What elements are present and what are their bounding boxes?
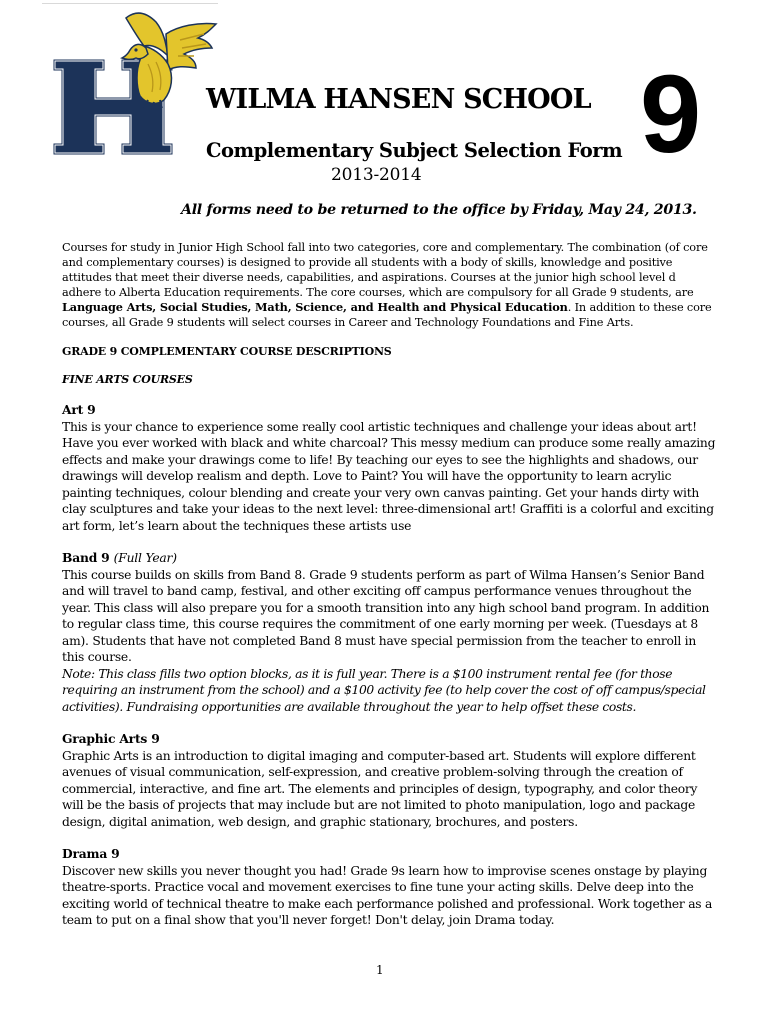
document-body — [62, 240, 716, 929]
course-description: Discover new skills you never thought you had! Grade 9s learn how to improvise scenes onstage by playing theatre-sports. Practice vocal and movement exercises to fine tune your acting skills. Delve deep into the exciting world of technical theatre to make each performance polished and professional. Work together as a team to put on a final show that you'll never forget! Don't delay, join Drama today. — [62, 863, 713, 927]
course-description: This is your chance to experience some really cool artistic techniques and challenge your ideas about art! Have you ever worked with black and white charcoal? This messy medium can produce some really amazing effects and make your drawings come to life! By teaching our eyes to see the highlights and shadows, our drawings will develop realism and depth. Love to Paint? You will have the opportunity to learn acrylic painting techniques, colour blending and create your very own canvas painting. Get your hands dirty with clay sculptures and take your ideas to the next level: three-dimensional art! Graffiti is a colorful and exciting art form, let’s learn about the techniques these artists use — [62, 419, 716, 533]
core-courses-list: Language Arts, Social Studies, Math, Science, and Health and Physical Education — [62, 300, 568, 314]
course-band-9 — [62, 550, 716, 715]
intro-text-2: . In addition to these core courses, all Grade 9 students will select courses in Career and Technology Foundations and Fine Arts. — [62, 301, 712, 329]
course-drama-9 — [62, 846, 716, 929]
section-heading: GRADE 9 COMPLEMENTARY COURSE DESCRIPTIONS — [62, 345, 392, 358]
course-title: Band 9 (Full Year) — [62, 550, 177, 565]
page-number: 1 — [376, 963, 384, 977]
course-title: Art 9 — [62, 402, 96, 417]
course-description: This course builds on skills from Band 8. Grade 9 students perform as part of Wilma Hansen’s Senior Band and will travel to band camp, festival, and other exciting off campus performance venues throughout the year. This class will also prepare you for a smooth transition into any high school band program. In addition to regular class time, this course requires the commitment of one early morning per week. (Tuesdays at 8 am). Students that have not completed Band 8 must have special permission from the teacher to enroll in this course. — [62, 567, 710, 664]
course-title: Drama 9 — [62, 846, 120, 861]
course-note: Note: This class fills two option blocks, as it is full year. There is a $100 instrument rental fee (for those requiring an instrument from the school) and a $100 activity fee (to help cover the cost of off campus/special activities). Fundraising opportunities are available throughout the year to help offset these costs. — [62, 666, 706, 714]
grade-number: 9 — [640, 53, 700, 176]
deadline-notice: All forms need to be returned to the office by Friday, May 24, 2013. — [181, 202, 697, 218]
intro-paragraph — [62, 240, 716, 330]
school-logo — [48, 4, 220, 164]
form-title: Complementary Subject Selection Form — [206, 139, 623, 162]
intro-text-1: Courses for study in Junior High School fall into two categories, core and complementary. The combination (of core and complementary courses) is designed to provide all students with a body of skills, knowledge and positive attitudes that meet their diverse needs, capabilities, and aspirations. Courses at the junior high school level d adhere to Alberta Education requirements. The core courses, which are compulsory for all Grade 9 students, are — [62, 241, 708, 299]
course-title: Graphic Arts 9 — [62, 731, 160, 746]
form-year: 2013-2014 — [331, 165, 422, 185]
school-name: WILMA HANSEN SCHOOL — [206, 84, 591, 115]
course-description: Graphic Arts is an introduction to digital imaging and computer-based art. Students will explore different avenues of visual communication, self-expression, and creative problem-solving through the creation of commercial, interactive, and fine art. The elements and principles of design, typography, and color theory will be the basis of projects that may include but are not limited to photo manipulation, logo and package design, digital animation, web design, and graphic stationary, brochures, and posters. — [62, 748, 698, 829]
subsection-heading: FINE ARTS COURSES — [62, 373, 193, 386]
course-qualifier: (Full Year) — [113, 551, 177, 565]
course-art-9 — [62, 402, 716, 534]
course-graphic-arts-9 — [62, 731, 716, 830]
